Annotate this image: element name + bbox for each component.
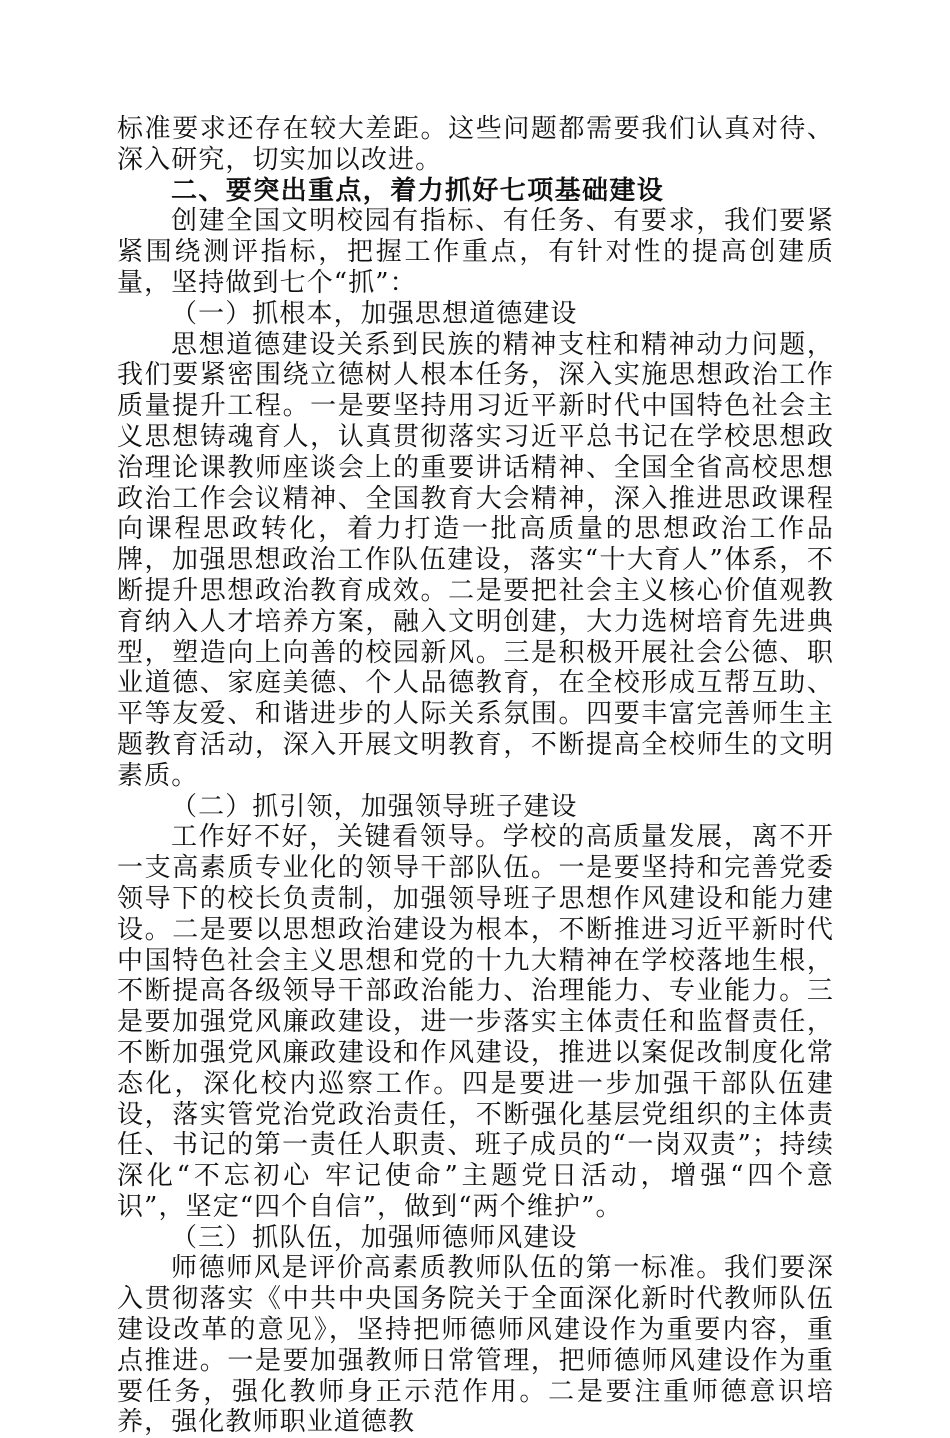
- overview-paragraph: 创建全国文明校园有指标、有任务、有要求，我们要紧紧围绕测评指标，把握工作重点，有针对性的提高创建质量，坚持做到七个“抓”：: [117, 206, 834, 298]
- subsection-2-body: 工作好不好，关键看领导。学校的高质量发展，离不开一支高素质专业化的领导干部队伍。一是要坚持和完善党委领导下的校长负责制，加强领导班子思想作风建设和能力建设。二是要以思想政治建设为根本，不断推进习近平新时代中国特色社会主义思想和党的十九大精神在学校落地生根，不断提高各级领导干部政治能力、治理能力、专业能力。三是要加强党风廉政建设，进一步落实主体责任和监督责任，不断加强党风廉政建设和作风建设，推进以案促改制度化常态化，深化校内巡察工作。四是要进一步加强干部队伍建设，落实管党治党政治责任，不断强化基层党组织的主体责任、书记的第一责任人职责、班子成员的“一岗双责”；持续深化“不忘初心 牢记使命”主题党日活动，增强“四个意识”，坚定“四个自信”，做到“两个维护”。: [117, 822, 834, 1222]
- subsection-1-title: （一）抓根本，加强思想道德建设: [171, 298, 578, 329]
- subsection-2-title: （二）抓引领，加强领导班子建设: [171, 791, 578, 822]
- intro-paragraph: 标准要求还存在较大差距。这些问题都需要我们认真对待、深入研究，切实加以改进。: [117, 114, 834, 175]
- subsection-3-body: 师德师风是评价高素质教师队伍的第一标准。我们要深入贯彻落实《中共中央国务院关于全面深化新时代教师队伍建设改革的意见》，坚持把师德师风建设作为重要内容，重点推进。一是要加强教师日常管理，把师德师风建设作为重要任务，强化教师身正示范作用。二是要注重师德意识培养，强化教师职业道德教: [117, 1253, 834, 1438]
- subsection-1-body: 思想道德建设关系到民族的精神支柱和精神动力问题，我们要紧密围绕立德树人根本任务，深入实施思想政治工作质量提升工程。一是要坚持用习近平新时代中国特色社会主义思想铸魂育人，认真贯彻落实习近平总书记在学校思想政治理论课教师座谈会上的重要讲话精神、全国全省高校思想政治工作会议精神、全国教育大会精神，深入推进思政课程向课程思政转化，着力打造一批高质量的思想政治工作品牌，加强思想政治工作队伍建设，落实“十大育人”体系，不断提升思想政治教育成效。二是要把社会主义核心价值观教育纳入人才培养方案，融入文明创建，大力选树培育先进典型，塑造向上向善的校园新风。三是积极开展社会公德、职业道德、家庭美德、个人品德教育，在全校形成互帮互助、平等友爱、和谐进步的人际关系氛围。四要丰富完善师生主题教育活动，深入开展文明教育，不断提高全校师生的文明素质。: [117, 329, 834, 791]
- section-heading-2: 二、要突出重点，着力抓好七项基础建设: [171, 175, 665, 206]
- document-page: [117, 114, 834, 1438]
- subsection-3-title: （三）抓队伍，加强师德师风建设: [171, 1222, 578, 1253]
